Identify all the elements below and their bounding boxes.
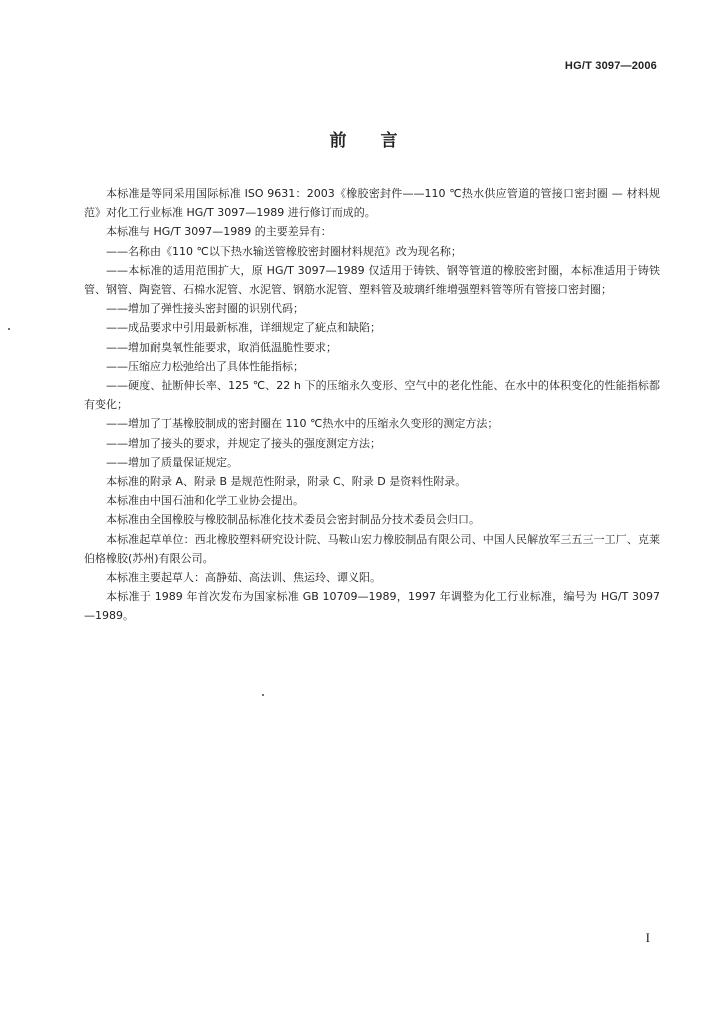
list-item: ——名称由《110 ℃以下热水输送管橡胶密封圈材料规范》改为现名称； [106,244,462,258]
paragraph: 本标准起草单位：西北橡胶塑料研究设计院、马鞍山宏力橡胶制品有限公司、中国人民解放军三五三一工厂、克莱伯格橡胶(苏州)有限公司。 [84,532,660,565]
foreword-body [84,184,660,626]
page-title: 前言 [329,131,432,151]
paragraph: 本标准于 1989 年首次发布为国家标准 GB 10709—1989，1997 年调整为化工行业标准，编号为 HG/T 3097—1989。 [84,590,660,623]
list-item: ——增加了质量保证规定。 [106,455,238,469]
list-item: ——硬度、扯断伸长率、125 ℃、22 h 下的压缩永久变形、空气中的老化性能、在水中的体积变化的性能指标都有变化； [84,379,660,412]
paragraph: 本标准与 HG/T 3097—1989 的主要差异有： [106,225,332,239]
paragraph: 本标准是等同采用国际标准 ISO 9631：2003《橡胶密封件——110 ℃热水供应管道的管接口密封圈 — 材料规范》对化工行业标准 HG/T 3097—1989 进行修订而成的。 [84,187,660,220]
paragraph: 本标准由中国石油和化学工业协会提出。 [106,494,304,508]
scan-speck [8,328,10,330]
list-item: ——成品要求中引用最新标准，详细规定了疵点和缺陷； [106,321,381,335]
paragraph: 本标准由全国橡胶与橡胶制品标准化技术委员会密封制品分技术委员会归口。 [106,513,480,527]
paragraph: 本标准主要起草人：高静茹、高法训、焦运玲、谭义阳。 [106,571,381,585]
list-item: ——增加耐臭氧性能要求，取消低温脆性要求； [106,340,337,354]
paragraph: 本标准的附录 A、附录 B 是规范性附录，附录 C、附录 D 是资料性附录。 [106,475,467,489]
list-item: ——本标准的适用范围扩大，原 HG/T 3097—1989 仅适用于铸铁、钢等管道的橡胶密封圈，本标准适用于铸铁管、钢管、陶瓷管、石棉水泥管、水泥管、钢筋水泥管、塑料管及玻璃纤维增强塑料管等所有管接口密封圈； [84,263,660,297]
scan-speck [262,694,264,696]
list-item: ——增加了弹性接头密封圈的识别代码； [106,302,304,316]
page-number: I [645,930,650,945]
list-item: ——压缩应力松弛给出了具体性能指标； [106,359,304,373]
list-item: ——增加了接头的要求，并规定了接头的强度测定方法； [106,436,381,450]
list-item: ——增加了丁基橡胶制成的密封圈在 110 ℃热水中的压缩永久变形的测定方法； [106,417,499,431]
standard-code: HG/T 3097—2006 [564,60,657,72]
